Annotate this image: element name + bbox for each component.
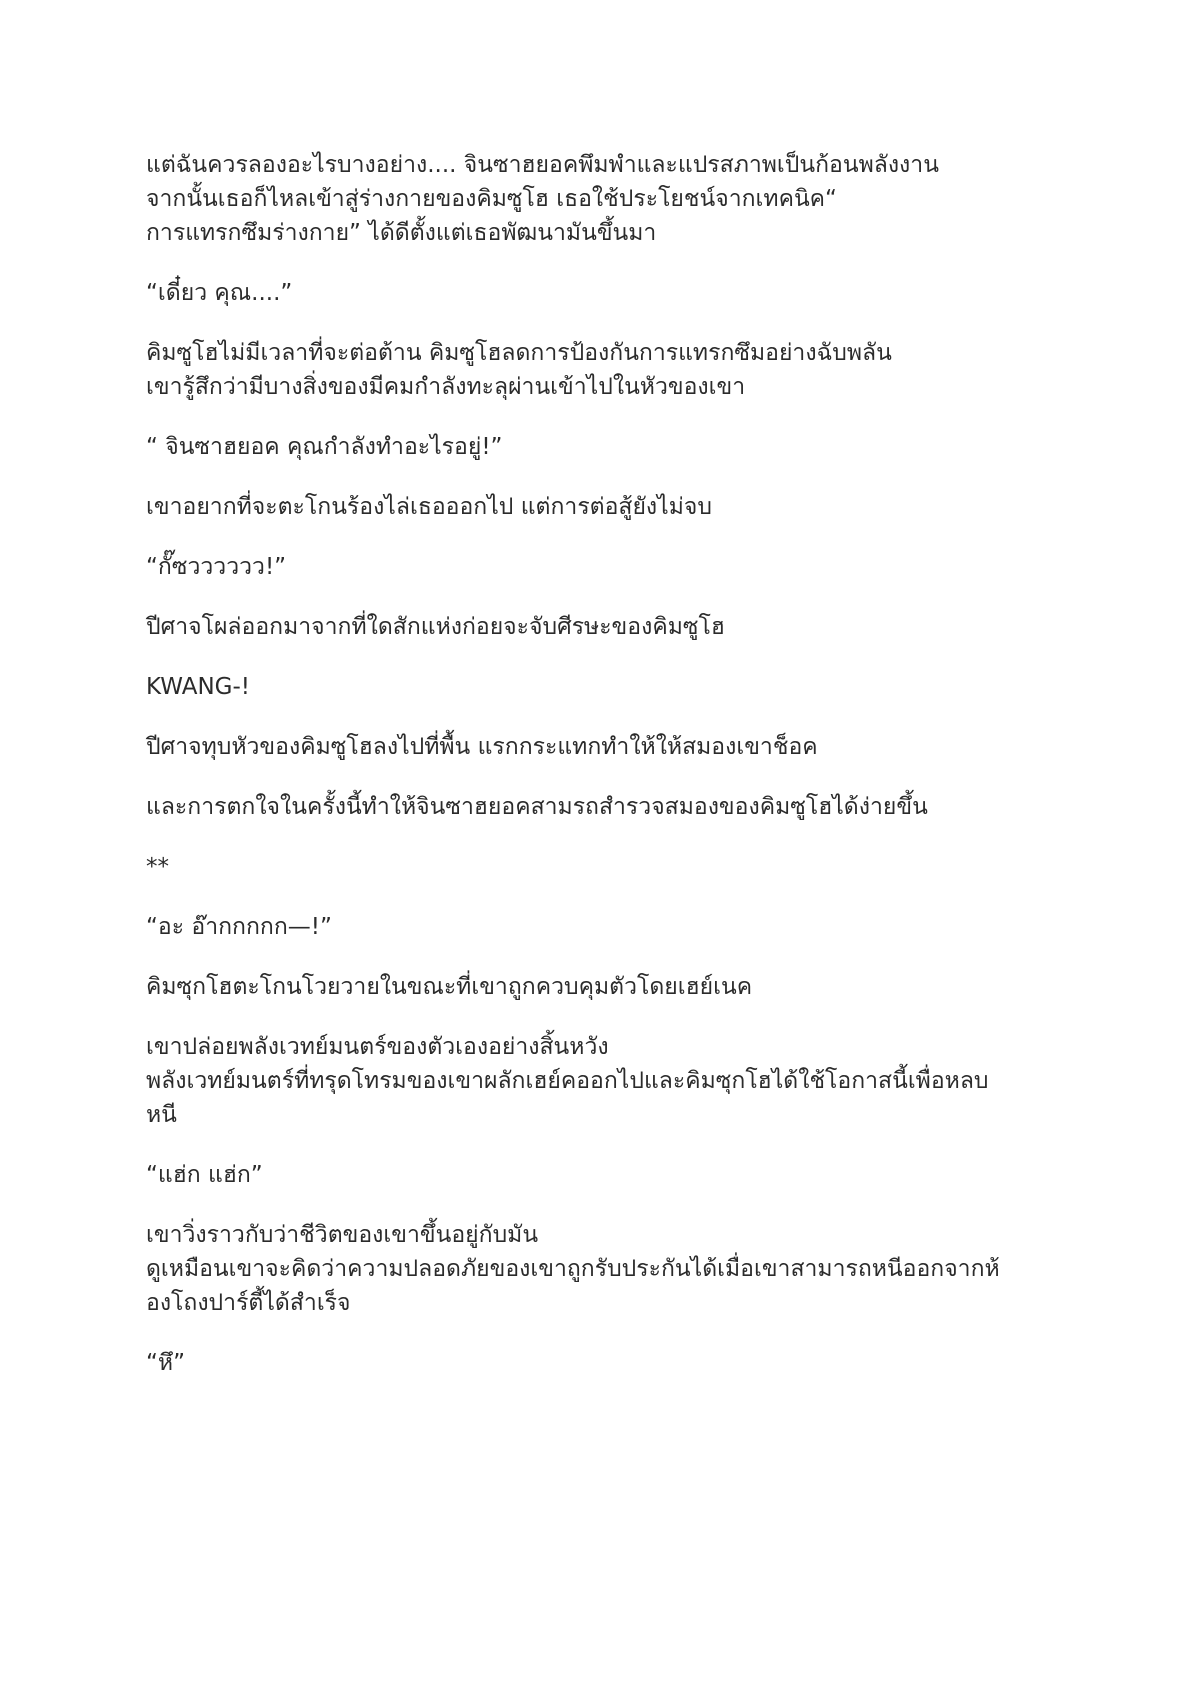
paragraph: แต่ฉันควรลองอะไรบางอย่าง.... จินซาฮยอคพึมพำและแปรสภาพเป็นก้อนพลังงาน จากนั้นเธอก็ไหลเข้าสู่ร่างกายของคิมซูโฮ เธอใช้ประโยชน์จากเทคนิค“ การแทรกซึมร่างกาย” ได้ดีตั้งแต่เธอพัฒนามันขึ้นมา	[146, 152, 939, 246]
document-body	[146, 148, 1046, 1406]
paragraph: เขาปล่อยพลังเวทย์มนตร์ของตัวเองอย่างสิ้นหวัง พลังเวทย์มนตร์ที่ทรุดโทรมของเขาผลักเฮย์คออกไปและคิมซุกโฮได้ใช้โอกาสนี้เพื่อหลบ หนี	[146, 1034, 989, 1128]
paragraph: และการตกใจในครั้งนี้ทำให้จินซาฮยอคสามรถสำรวจสมองของคิมซูโฮได้ง่ายขึ้น	[146, 794, 928, 820]
paragraph: KWANG-!	[146, 674, 251, 700]
paragraph: “หึ”	[146, 1350, 185, 1376]
paragraph: “เดี๋ยว คุณ....”	[146, 280, 293, 306]
paragraph: ปีศาจทุบหัวของคิมซูโฮลงไปที่พื้น แรกกระแทกทำให้ให้สมองเขาช็อค	[146, 734, 818, 760]
paragraph: “กั๊ซวววววว!”	[146, 554, 287, 580]
paragraph: เขาวิ่งราวกับว่าชีวิตของเขาขึ้นอยู่กับมัน ดูเหมือนเขาจะคิดว่าความปลอดภัยของเขาถูกรับประกันได้เมื่อเขาสามารถหนีออกจากห้ องโถงปาร์ตี้ได้สำเร็จ	[146, 1222, 1000, 1316]
paragraph: **	[146, 854, 169, 880]
paragraph: “ จินซาฮยอค คุณกำลังทำอะไรอยู่!”	[146, 434, 503, 460]
paragraph: “อะ อ๊ากกกกก—!”	[146, 914, 332, 940]
paragraph: คิมซูโฮไม่มีเวลาที่จะต่อต้าน คิมซูโฮลดการป้องกันการแทรกซึมอย่างฉับพลัน เขารู้สึกว่ามีบางสิ่งของมีคมกำลังทะลุผ่านเข้าไปในหัวของเขา	[146, 340, 892, 400]
paragraph: “แฮ่ก แฮ่ก”	[146, 1162, 263, 1188]
paragraph: เขาอยากที่จะตะโกนร้องไล่เธอออกไป แต่การต่อสู้ยังไม่จบ	[146, 494, 712, 520]
paragraph: คิมซุกโฮตะโกนโวยวายในขณะที่เขาถูกควบคุมตัวโดยเฮย์เนค	[146, 974, 753, 1000]
paragraph: ปีศาจโผล่ออกมาจากที่ใดสักแห่งก่อยจะจับศีรษะของคิมซูโฮ	[146, 614, 725, 640]
